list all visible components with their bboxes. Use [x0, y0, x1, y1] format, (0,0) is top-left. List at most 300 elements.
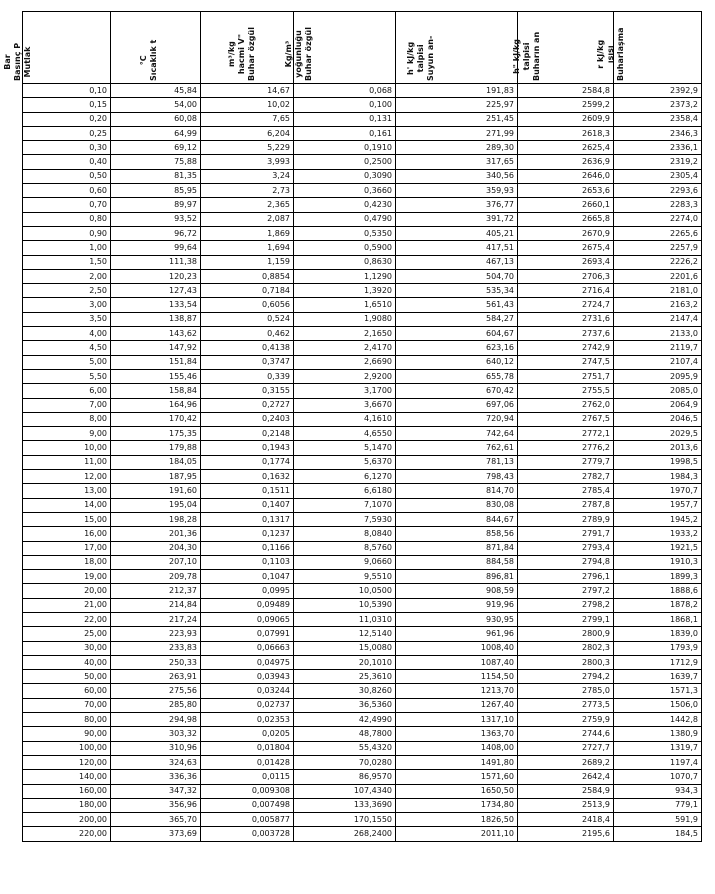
- steam-enthalpy-cell: 2794,8: [518, 555, 614, 569]
- specific-density-cell: 8,5760: [294, 541, 396, 555]
- specific-volume-cell: 0,005877: [201, 813, 294, 827]
- water-enthalpy-cell: 720,94: [396, 412, 518, 426]
- water-enthalpy-cell: 1213,70: [396, 684, 518, 698]
- pressure-cell: 8,00: [23, 412, 111, 426]
- pressure-cell: 1,00: [23, 241, 111, 255]
- specific-volume-cell: 0,3155: [201, 384, 294, 398]
- table-row: [23, 612, 702, 626]
- water-enthalpy-cell: 1491,80: [396, 755, 518, 769]
- steam-enthalpy-cell: 2779,7: [518, 455, 614, 469]
- temperature-cell: 170,42: [111, 412, 201, 426]
- water-enthalpy-header: [396, 12, 518, 84]
- evaporation-heat-cell: 1197,4: [614, 755, 702, 769]
- temperature-cell: 294,98: [111, 713, 201, 727]
- specific-density-cell: 6,6180: [294, 484, 396, 498]
- steam-enthalpy-cell: 2787,8: [518, 498, 614, 512]
- steam-enthalpy-cell: 2418,4: [518, 813, 614, 827]
- specific-density-cell: 8,0840: [294, 527, 396, 541]
- evaporation-heat-cell: 1910,3: [614, 555, 702, 569]
- temperature-cell: 356,96: [111, 798, 201, 812]
- evaporation-heat-cell: 1921,5: [614, 541, 702, 555]
- steam-enthalpy-cell: 2742,9: [518, 341, 614, 355]
- water-enthalpy-cell: 1087,40: [396, 655, 518, 669]
- steam-enthalpy-cell: 2653,6: [518, 184, 614, 198]
- specific-volume-cell: 1,869: [201, 226, 294, 240]
- water-enthalpy-cell: 697,06: [396, 398, 518, 412]
- steam-enthalpy-cell: 2802,3: [518, 641, 614, 655]
- steam-enthalpy-cell: 2642,4: [518, 770, 614, 784]
- steam-enthalpy-cell: 2772,1: [518, 427, 614, 441]
- pressure-cell: 11,00: [23, 455, 111, 469]
- temperature-cell: 164,96: [111, 398, 201, 412]
- steam-enthalpy-cell: 2737,6: [518, 327, 614, 341]
- pressure-cell: 200,00: [23, 813, 111, 827]
- table-row: [23, 770, 702, 784]
- temperature-cell: 127,43: [111, 284, 201, 298]
- evaporation-heat-cell: 1639,7: [614, 670, 702, 684]
- pressure-cell: 0,30: [23, 141, 111, 155]
- water-enthalpy-cell: 584,27: [396, 312, 518, 326]
- temperature-cell: 175,35: [111, 427, 201, 441]
- pressure-cell: 160,00: [23, 784, 111, 798]
- specific-volume-cell: 1,159: [201, 255, 294, 269]
- specific-volume-cell: 0,524: [201, 312, 294, 326]
- evaporation-heat-cell: 2373,2: [614, 98, 702, 112]
- temperature-cell: 120,23: [111, 269, 201, 283]
- table-row: [23, 827, 702, 841]
- evaporation-heat-cell: 2358,4: [614, 112, 702, 126]
- table-row: [23, 498, 702, 512]
- specific-density-cell: 9,5510: [294, 570, 396, 584]
- specific-density-cell: 0,3660: [294, 184, 396, 198]
- water-enthalpy-cell: 504,70: [396, 269, 518, 283]
- specific-volume-cell: 0,007498: [201, 798, 294, 812]
- evaporation-heat-cell: 591,9: [614, 813, 702, 827]
- evaporation-heat-cell: 1571,3: [614, 684, 702, 698]
- water-enthalpy-cell: 814,70: [396, 484, 518, 498]
- water-enthalpy-cell: 1008,40: [396, 641, 518, 655]
- specific-density-cell: 7,1070: [294, 498, 396, 512]
- table-row: [23, 384, 702, 398]
- table-row: [23, 198, 702, 212]
- temperature-cell: 179,88: [111, 441, 201, 455]
- temperature-cell: 310,96: [111, 741, 201, 755]
- steam-enthalpy-cell: 2751,7: [518, 369, 614, 383]
- table-row: [23, 341, 702, 355]
- water-enthalpy-cell: 271,99: [396, 126, 518, 140]
- evaporation-heat-cell: 2029,5: [614, 427, 702, 441]
- evaporation-heat-cell: 2201,6: [614, 269, 702, 283]
- water-enthalpy-cell: 908,59: [396, 584, 518, 598]
- header-line: h" kJ/kg: [512, 38, 521, 74]
- temperature-cell: 151,84: [111, 355, 201, 369]
- water-enthalpy-cell: 655,78: [396, 369, 518, 383]
- specific-volume-cell: 1,694: [201, 241, 294, 255]
- evaporation-heat-cell: 1970,7: [614, 484, 702, 498]
- specific-density-cell: 42,4990: [294, 713, 396, 727]
- temperature-header: [111, 12, 201, 84]
- header-line: r kJ/kg: [596, 39, 605, 69]
- evaporation-heat-cell: 1442,8: [614, 713, 702, 727]
- evaporation-heat-cell: 1998,5: [614, 455, 702, 469]
- specific-density-cell: 0,1910: [294, 141, 396, 155]
- pressure-cell: 30,00: [23, 641, 111, 655]
- pressure-cell: 100,00: [23, 741, 111, 755]
- water-enthalpy-cell: 391,72: [396, 212, 518, 226]
- header-line: Basınç P: [13, 42, 22, 81]
- temperature-cell: 201,36: [111, 527, 201, 541]
- specific-density-cell: 20,1010: [294, 655, 396, 669]
- table-body: [23, 84, 702, 842]
- pressure-cell: 7,00: [23, 398, 111, 412]
- specific-volume-cell: 0,03943: [201, 670, 294, 684]
- specific-density-cell: 0,068: [294, 84, 396, 98]
- header-line: talpisi: [416, 44, 425, 73]
- steam-enthalpy-cell: 2584,8: [518, 84, 614, 98]
- evaporation-heat-cell: 2257,9: [614, 241, 702, 255]
- pressure-cell: 220,00: [23, 827, 111, 841]
- water-enthalpy-cell: 1650,50: [396, 784, 518, 798]
- specific-volume-cell: 7,65: [201, 112, 294, 126]
- evaporation-heat-cell: 1319,7: [614, 741, 702, 755]
- table-row: [23, 627, 702, 641]
- evaporation-heat-cell: 1984,3: [614, 470, 702, 484]
- temperature-cell: 54,00: [111, 98, 201, 112]
- temperature-cell: 285,80: [111, 698, 201, 712]
- steam-enthalpy-cell: 2706,3: [518, 269, 614, 283]
- evaporation-heat-cell: 184,5: [614, 827, 702, 841]
- specific-volume-cell: 0,1166: [201, 541, 294, 555]
- table-row: [23, 670, 702, 684]
- temperature-cell: 45,84: [111, 84, 201, 98]
- specific-volume-cell: 0,2727: [201, 398, 294, 412]
- evaporation-heat-cell: 1878,2: [614, 598, 702, 612]
- specific-density-cell: 9,0660: [294, 555, 396, 569]
- evaporation-heat-cell: 1506,0: [614, 698, 702, 712]
- pressure-cell: 60,00: [23, 684, 111, 698]
- temperature-cell: 147,92: [111, 341, 201, 355]
- table-row: [23, 369, 702, 383]
- temperature-cell: 155,46: [111, 369, 201, 383]
- table-row: [23, 698, 702, 712]
- table-row: [23, 512, 702, 526]
- water-enthalpy-cell: 798,43: [396, 470, 518, 484]
- header-line: Sıcaklık t: [149, 39, 158, 81]
- pressure-cell: 18,00: [23, 555, 111, 569]
- steam-enthalpy-cell: 2660,1: [518, 198, 614, 212]
- evaporation-heat-cell: 2013,6: [614, 441, 702, 455]
- header-line: Buhar özgül: [247, 27, 256, 81]
- temperature-cell: 275,56: [111, 684, 201, 698]
- pressure-cell: 21,00: [23, 598, 111, 612]
- pressure-cell: 2,00: [23, 269, 111, 283]
- water-enthalpy-cell: 1408,00: [396, 741, 518, 755]
- evaporation-heat-cell: 779,1: [614, 798, 702, 812]
- table-row: [23, 255, 702, 269]
- specific-volume-cell: 0,01428: [201, 755, 294, 769]
- water-enthalpy-cell: 640,12: [396, 355, 518, 369]
- water-enthalpy-cell: 1317,10: [396, 713, 518, 727]
- specific-density-cell: 25,3610: [294, 670, 396, 684]
- specific-density-cell: 1,9080: [294, 312, 396, 326]
- temperature-cell: 324,63: [111, 755, 201, 769]
- temperature-cell: 214,84: [111, 598, 201, 612]
- temperature-cell: 143,62: [111, 327, 201, 341]
- water-enthalpy-cell: 871,84: [396, 541, 518, 555]
- water-enthalpy-cell: 742,64: [396, 427, 518, 441]
- water-enthalpy-cell: 1826,50: [396, 813, 518, 827]
- pressure-cell: 80,00: [23, 713, 111, 727]
- table-row: [23, 741, 702, 755]
- evaporation-heat-cell: 1839,0: [614, 627, 702, 641]
- steam-enthalpy-cell: 2665,8: [518, 212, 614, 226]
- evaporation-heat-cell: 1868,1: [614, 612, 702, 626]
- specific-volume-cell: 0,1407: [201, 498, 294, 512]
- specific-density-cell: 4,1610: [294, 412, 396, 426]
- temperature-cell: 195,04: [111, 498, 201, 512]
- water-enthalpy-cell: 884,58: [396, 555, 518, 569]
- pressure-cell: 70,00: [23, 698, 111, 712]
- steam-enthalpy-cell: 2762,0: [518, 398, 614, 412]
- pressure-cell: 0,25: [23, 126, 111, 140]
- specific-density-cell: 1,3920: [294, 284, 396, 298]
- water-enthalpy-cell: 417,51: [396, 241, 518, 255]
- steam-enthalpy-cell: 2789,9: [518, 512, 614, 526]
- specific-density-cell: 7,5930: [294, 512, 396, 526]
- pressure-cell: 50,00: [23, 670, 111, 684]
- evaporation-heat-cell: 934,3: [614, 784, 702, 798]
- header-row: [23, 12, 702, 84]
- table-row: [23, 427, 702, 441]
- temperature-cell: 133,54: [111, 298, 201, 312]
- table-row: [23, 398, 702, 412]
- water-enthalpy-cell: 623,16: [396, 341, 518, 355]
- steam-enthalpy-cell: 2797,2: [518, 584, 614, 598]
- saturated-steam-properties-table: [3, 11, 702, 842]
- specific-volume-cell: 0,1632: [201, 470, 294, 484]
- specific-density-cell: 30,8260: [294, 684, 396, 698]
- temperature-cell: 60,08: [111, 112, 201, 126]
- table-row: [23, 484, 702, 498]
- steam-enthalpy-cell: 2785,4: [518, 484, 614, 498]
- specific-volume-cell: 0,009308: [201, 784, 294, 798]
- specific-volume-cell: 0,1943: [201, 441, 294, 455]
- table-row: [23, 269, 702, 283]
- evaporation-heat-cell: 2107,4: [614, 355, 702, 369]
- pressure-cell: 0,90: [23, 226, 111, 240]
- evaporation-heat-cell: 2095,9: [614, 369, 702, 383]
- specific-volume-cell: 14,67: [201, 84, 294, 98]
- steam-enthalpy-cell: 2744,6: [518, 727, 614, 741]
- evaporation-heat-cell: 2274,0: [614, 212, 702, 226]
- specific-density-cell: 0,100: [294, 98, 396, 112]
- water-enthalpy-cell: 225,97: [396, 98, 518, 112]
- evaporation-heat-cell: 2147,4: [614, 312, 702, 326]
- pressure-cell: 17,00: [23, 541, 111, 555]
- pressure-cell: 15,00: [23, 512, 111, 526]
- specific-density-cell: 0,161: [294, 126, 396, 140]
- specific-density-cell: 170,1550: [294, 813, 396, 827]
- pressure-cell: 9,00: [23, 427, 111, 441]
- pressure-cell: 0,60: [23, 184, 111, 198]
- table-row: [23, 241, 702, 255]
- steam-enthalpy-cell: 2800,3: [518, 655, 614, 669]
- temperature-cell: 373,69: [111, 827, 201, 841]
- pressure-cell: 120,00: [23, 755, 111, 769]
- specific-volume-header: [201, 12, 294, 84]
- steam-enthalpy-cell: 2724,7: [518, 298, 614, 312]
- specific-volume-cell: 0,06663: [201, 641, 294, 655]
- steam-enthalpy-cell: 2675,4: [518, 241, 614, 255]
- specific-volume-cell: 0,1774: [201, 455, 294, 469]
- steam-enthalpy-cell: 2513,9: [518, 798, 614, 812]
- pressure-cell: 16,00: [23, 527, 111, 541]
- evaporation-heat-cell: 2226,2: [614, 255, 702, 269]
- steam-enthalpy-cell: 2773,5: [518, 698, 614, 712]
- table-row: [23, 312, 702, 326]
- temperature-cell: 250,33: [111, 655, 201, 669]
- pressure-cell: 140,00: [23, 770, 111, 784]
- specific-volume-cell: 0,01804: [201, 741, 294, 755]
- specific-volume-cell: 5,229: [201, 141, 294, 155]
- specific-density-cell: 11,0310: [294, 612, 396, 626]
- temperature-cell: 93,52: [111, 212, 201, 226]
- pressure-cell: 0,40: [23, 155, 111, 169]
- steam-enthalpy-cell: 2798,2: [518, 598, 614, 612]
- specific-density-cell: 4,6550: [294, 427, 396, 441]
- specific-volume-cell: 3,24: [201, 169, 294, 183]
- steam-enthalpy-cell: 2785,0: [518, 684, 614, 698]
- water-enthalpy-cell: 317,65: [396, 155, 518, 169]
- evaporation-heat-cell: 2265,6: [614, 226, 702, 240]
- table-row: [23, 112, 702, 126]
- temperature-cell: 187,95: [111, 470, 201, 484]
- temperature-cell: 99,64: [111, 241, 201, 255]
- table-row: [23, 169, 702, 183]
- header-line: °C: [139, 55, 148, 66]
- pressure-cell: 0,70: [23, 198, 111, 212]
- evaporation-heat-cell: 2064,9: [614, 398, 702, 412]
- water-enthalpy-cell: 2011,10: [396, 827, 518, 841]
- specific-density-cell: 86,9570: [294, 770, 396, 784]
- specific-density-cell: 5,1470: [294, 441, 396, 455]
- steam-enthalpy-cell: 2731,6: [518, 312, 614, 326]
- temperature-cell: 347,32: [111, 784, 201, 798]
- specific-density-cell: 1,1290: [294, 269, 396, 283]
- steam-enthalpy-cell: 2767,5: [518, 412, 614, 426]
- temperature-cell: 198,28: [111, 512, 201, 526]
- specific-density-cell: 55,4320: [294, 741, 396, 755]
- table-row: [23, 784, 702, 798]
- evaporation-heat-cell: 1933,2: [614, 527, 702, 541]
- header-line: h' kJ/kg: [406, 41, 415, 75]
- temperature-cell: 96,72: [111, 226, 201, 240]
- table-row: [23, 455, 702, 469]
- temperature-cell: 89,97: [111, 198, 201, 212]
- pressure-cell: 13,00: [23, 484, 111, 498]
- steam-enthalpy-cell: 2800,9: [518, 627, 614, 641]
- water-enthalpy-cell: 844,67: [396, 512, 518, 526]
- pressure-cell: 19,00: [23, 570, 111, 584]
- temperature-cell: 209,78: [111, 570, 201, 584]
- specific-volume-cell: 0,03244: [201, 684, 294, 698]
- table-row: [23, 541, 702, 555]
- specific-volume-cell: 6,204: [201, 126, 294, 140]
- evaporation-heat-cell: 1793,9: [614, 641, 702, 655]
- evaporation-heat-cell: 2293,6: [614, 184, 702, 198]
- evaporation-heat-cell: 2392,9: [614, 84, 702, 98]
- temperature-cell: 158,84: [111, 384, 201, 398]
- specific-density-cell: 2,9200: [294, 369, 396, 383]
- temperature-cell: 223,93: [111, 627, 201, 641]
- table-row: [23, 327, 702, 341]
- evaporation-heat-cell: 2119,7: [614, 341, 702, 355]
- water-enthalpy-cell: 561,43: [396, 298, 518, 312]
- specific-density-cell: 2,4170: [294, 341, 396, 355]
- specific-volume-cell: 0,462: [201, 327, 294, 341]
- water-enthalpy-cell: 1734,80: [396, 798, 518, 812]
- table-row: [23, 141, 702, 155]
- pressure-cell: 14,00: [23, 498, 111, 512]
- specific-volume-cell: 0,7184: [201, 284, 294, 298]
- table-row: [23, 598, 702, 612]
- header-line: Buhar özgül: [304, 27, 313, 81]
- water-enthalpy-cell: 376,77: [396, 198, 518, 212]
- evaporation-heat-cell: 1712,9: [614, 655, 702, 669]
- temperature-cell: 111,38: [111, 255, 201, 269]
- specific-volume-cell: 0,0205: [201, 727, 294, 741]
- pressure-cell: 1,50: [23, 255, 111, 269]
- table-row: [23, 84, 702, 98]
- temperature-cell: 207,10: [111, 555, 201, 569]
- specific-volume-cell: 0,1047: [201, 570, 294, 584]
- water-enthalpy-cell: 830,08: [396, 498, 518, 512]
- water-enthalpy-cell: 289,30: [396, 141, 518, 155]
- steam-enthalpy-cell: 2609,9: [518, 112, 614, 126]
- steam-enthalpy-cell: 2670,9: [518, 226, 614, 240]
- water-enthalpy-cell: 191,83: [396, 84, 518, 98]
- water-enthalpy-cell: 535,34: [396, 284, 518, 298]
- evaporation-heat-cell: 2319,2: [614, 155, 702, 169]
- steam-enthalpy-cell: 2599,2: [518, 98, 614, 112]
- steam-enthalpy-cell: 2618,3: [518, 126, 614, 140]
- temperature-cell: 75,88: [111, 155, 201, 169]
- table-row: [23, 184, 702, 198]
- temperature-cell: 69,12: [111, 141, 201, 155]
- pressure-cell: 3,50: [23, 312, 111, 326]
- temperature-cell: 191,60: [111, 484, 201, 498]
- specific-volume-cell: 2,087: [201, 212, 294, 226]
- steam-enthalpy-cell: 2693,4: [518, 255, 614, 269]
- water-enthalpy-cell: 930,95: [396, 612, 518, 626]
- specific-volume-cell: 3,993: [201, 155, 294, 169]
- evaporation-heat-cell: 1899,3: [614, 570, 702, 584]
- water-enthalpy-cell: 251,45: [396, 112, 518, 126]
- water-enthalpy-cell: 762,61: [396, 441, 518, 455]
- specific-density-cell: 48,7800: [294, 727, 396, 741]
- water-enthalpy-cell: 1267,40: [396, 698, 518, 712]
- evaporation-heat-cell: 2046,5: [614, 412, 702, 426]
- table-row: [23, 727, 702, 741]
- specific-volume-cell: 2,73: [201, 184, 294, 198]
- header-line: ısısı: [606, 45, 615, 64]
- water-enthalpy-cell: 604,67: [396, 327, 518, 341]
- specific-volume-cell: 2,365: [201, 198, 294, 212]
- specific-volume-cell: 0,3747: [201, 355, 294, 369]
- water-enthalpy-cell: 340,56: [396, 169, 518, 183]
- table-row: [23, 684, 702, 698]
- table-row: [23, 813, 702, 827]
